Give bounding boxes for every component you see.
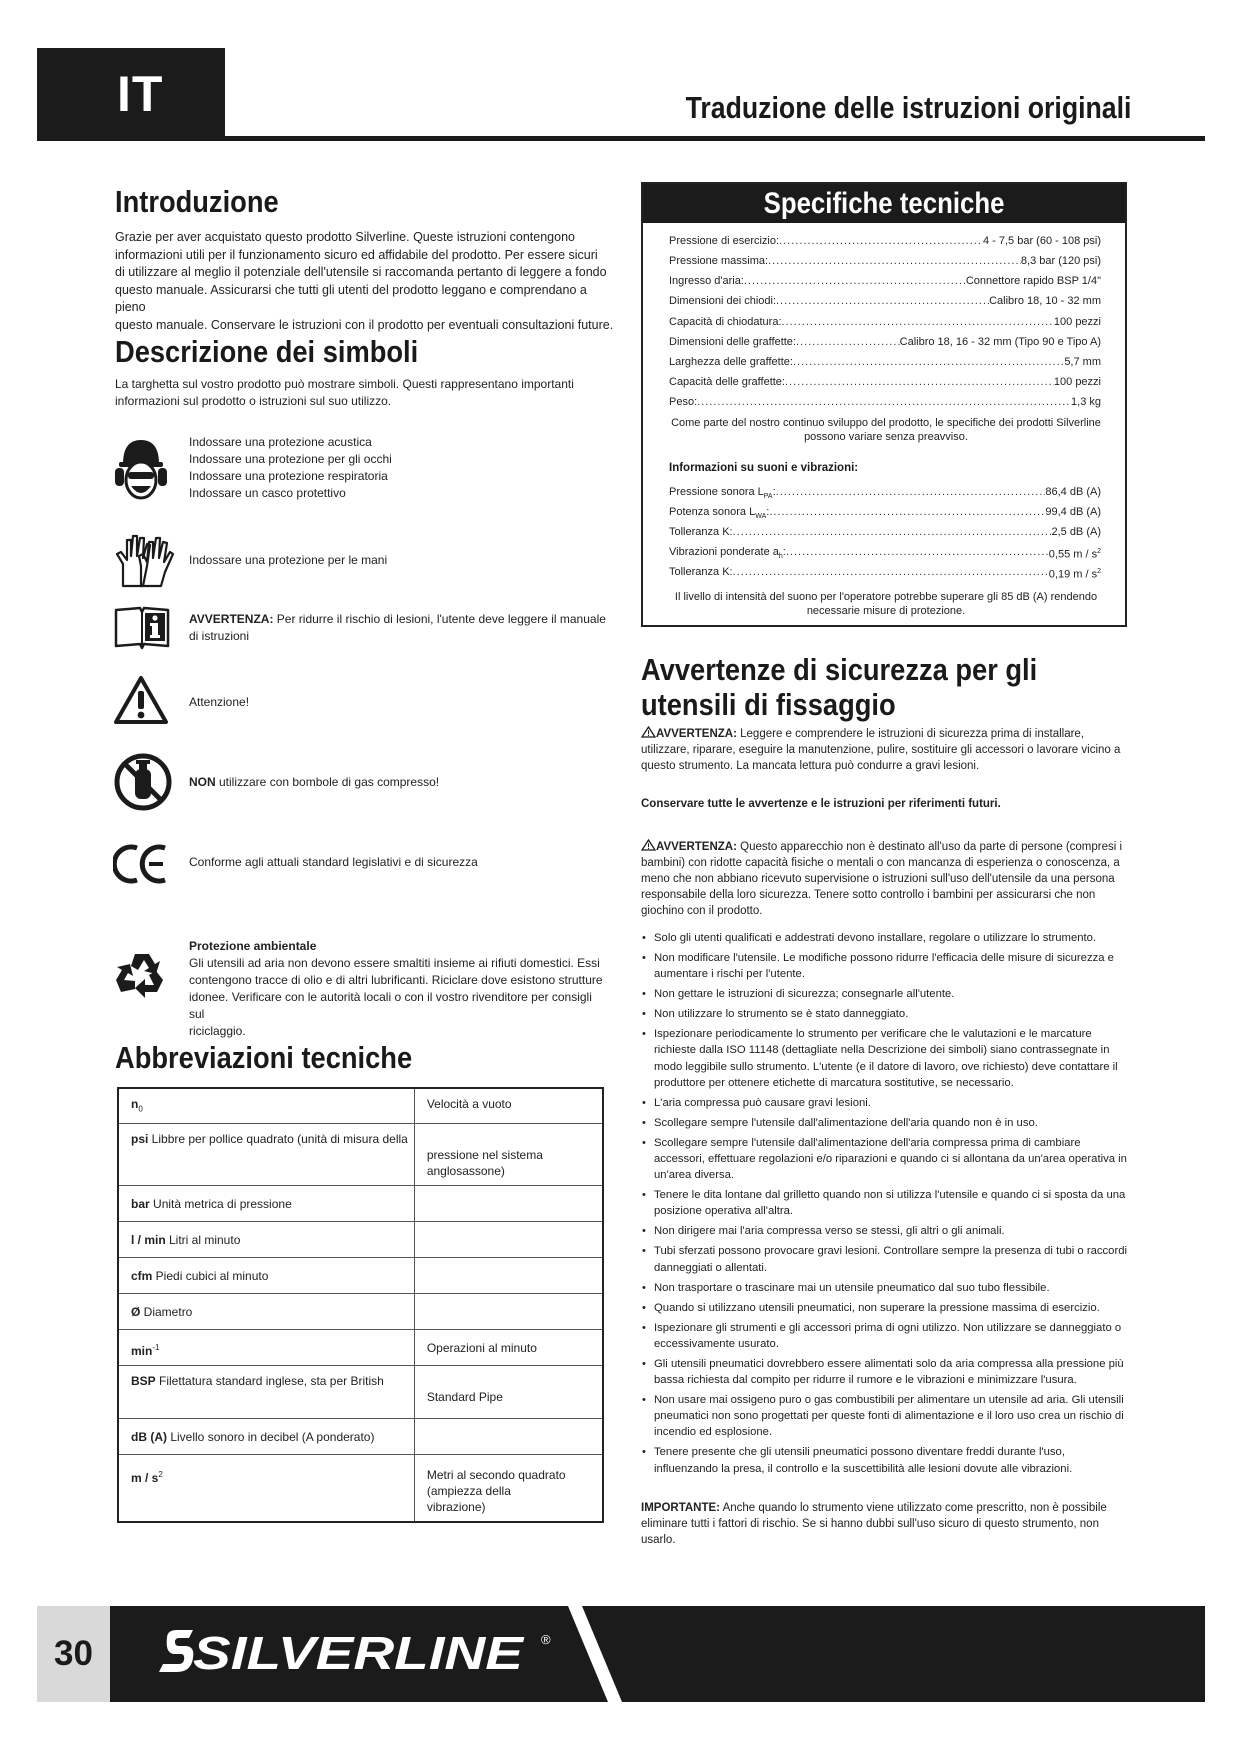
- gas-warning-label: NON: [189, 775, 216, 789]
- spec-row: [669, 254, 1101, 268]
- sound-label-sub: PA: [763, 493, 773, 501]
- list-item: • Non trasportare o trascinare mai un utensile pneumatico dal suo tubo flessibile.: [641, 1280, 1131, 1296]
- symbols-intro: [115, 376, 615, 410]
- sound-vibration-title: Informazioni su suoni e vibrazioni:: [669, 462, 859, 474]
- safety-title: [641, 652, 1134, 722]
- spec-row: [669, 274, 1101, 288]
- table-row: [118, 1186, 603, 1222]
- language-code: IT: [117, 66, 164, 122]
- table-row: [118, 1294, 603, 1330]
- intro-paragraph: [115, 229, 615, 334]
- symbol-row-environment: [113, 938, 603, 1038]
- page-header-title: Traduzione delle istruzioni originali: [685, 90, 1131, 125]
- abbr-term: Ø: [131, 1305, 141, 1320]
- list-item: • Ispezionare periodicamente lo strumento per verificare che le valutazioni e le marcature richieste dalla ISO 11148 (dettagliate nella Descrizione dei simboli) siano contrassegnate in modo leggibile sullo strumento. L'utente (e il datore di lavoro, ove richiesto) deve contattare il produttore per ottenere etichette di marcatura sostitutive, se necessario.: [641, 1026, 1131, 1091]
- important-label: IMPORTANTE:: [641, 1502, 721, 1514]
- symbols-title: Descrizione dei simboli: [115, 334, 419, 369]
- abbreviations-title: Abbreviazioni tecniche: [115, 1040, 413, 1075]
- abbr-sub: 0: [138, 1104, 143, 1114]
- sound-value: 0,19 m / s: [1048, 568, 1098, 581]
- sound-value-sup: 2: [1097, 548, 1101, 555]
- manual-warning-label: AVVERTENZA:: [189, 612, 274, 626]
- list-item: • Non usare mai ossigeno puro o gas combustibili per alimentare un utensile ad aria. Gli utensili pneumatici non sono progettati per queste fonti di alimentazione e il loro uso crea un rischio di incendio ed esplosione.: [641, 1392, 1131, 1441]
- list-item: • L'aria compressa può causare gravi lesioni.: [641, 1095, 1131, 1111]
- abbr-desc: Livello sonoro in decibel (A ponderato): [167, 1430, 375, 1445]
- safety-bullet-list: [641, 930, 1131, 1481]
- intro-line: informazioni utili per il funzionamento sicuro ed affidabile del prodotto. Per essere sicuri: [115, 247, 598, 262]
- abbr-meaning-2: vibrazione): [426, 1500, 486, 1515]
- keep-instructions-note: Conservare tutte le avvertenze e le istruzioni per riferimenti futuri.: [641, 798, 1001, 810]
- abbr-term: bar: [131, 1197, 150, 1212]
- environment-line: idonee. Verificare con le autorità locali o con il vostro rivenditore per consigli sul: [189, 990, 592, 1021]
- table-row: [118, 1419, 603, 1455]
- warning-triangle-icon: [641, 839, 656, 851]
- sound-label: Pressione sonora L: [669, 486, 764, 498]
- important-note: [641, 1500, 1126, 1548]
- important-text: Anche quando lo strumento viene utilizzato come prescritto, non è possibile eliminare tutti i fattori di rischio. Se si hanno dubbi sull'uso sicuro di questo strumento, non usarlo.: [641, 1502, 1107, 1546]
- abbr-term: m / s: [131, 1471, 159, 1486]
- spec-label: Dimensioni dei chiodi:: [669, 295, 776, 307]
- table-row: [118, 1124, 603, 1186]
- page-number: 30: [37, 1606, 110, 1702]
- abbr-meaning: Operazioni al minuto: [414, 1330, 603, 1366]
- spec-value: 100 pezzi: [1053, 316, 1101, 328]
- header-divider: [37, 136, 1205, 141]
- abbr-meaning: pressione nel sistema anglosassone): [414, 1124, 603, 1186]
- sound-label: Tolleranza K:: [669, 526, 733, 538]
- abbr-meaning: Velocità a vuoto: [414, 1088, 603, 1124]
- sound-value: 86,4 dB (A): [1045, 486, 1101, 498]
- warning-label: AVVERTENZA:: [656, 728, 737, 740]
- gloves-icon: [113, 532, 175, 590]
- sound-value: 2,5 dB (A): [1051, 526, 1101, 538]
- spec-row: [669, 395, 1101, 409]
- list-item: • Gli utensili pneumatici dovrebbero essere alimentati solo da aria compressa alla pressione più bassa richiesta dal compito per ridurre il rumore e le vibrazioni e minimizzare l'usura.: [641, 1356, 1131, 1388]
- abbr-desc: Libbre per pollice quadrato (unità di misura della: [148, 1132, 408, 1147]
- sound-label: Tolleranza K:: [669, 566, 733, 578]
- ppe-text: Indossare una protezione acustica: [189, 435, 372, 449]
- spec-label: Ingresso d'aria:: [669, 275, 744, 287]
- sound-row: [669, 505, 1101, 524]
- spec-label: Pressione massima:: [669, 255, 769, 267]
- sound-row: [669, 545, 1101, 564]
- spec-label: Capacità di chiodatura:: [669, 316, 782, 328]
- safety-warning-2: [641, 839, 1126, 919]
- specs-title: Specifiche tecniche: [763, 186, 1005, 220]
- symbol-row-ppe: [113, 430, 593, 508]
- symbol-row-ce: [113, 840, 593, 890]
- spec-label: Dimensioni delle graffette:: [669, 336, 796, 348]
- list-item: • Scollegare sempre l'utensile dall'alimentazione dell'aria quando non è in uso.: [641, 1115, 1131, 1131]
- list-item: • Tenere presente che gli utensili pneumatici possono diventare freddi durante l'uso, influenzando la presa, il controllo e la suscettibilità alle lesioni dovute alle vibrazioni.: [641, 1444, 1131, 1476]
- warning-text: Questo apparecchio non è destinato all'uso da parte di persone (compresi i bambini) con ridotte capacità fisiche o mentali o con mancanza di esperienza o conoscenza, a meno che non abbiano ricevuto supervisione o istruzioni sull'uso dell'utensile da una persona responsabile della loro sicurezza. Tenere sotto controllo i bambini per assicurarsi che non giochino con il prodotto.: [641, 841, 1123, 917]
- spec-label: Capacità delle graffette:: [669, 376, 785, 388]
- spec-value: 1,3 kg: [1071, 396, 1101, 408]
- spec-value: 4 - 7,5 bar (60 - 108 psi): [982, 235, 1101, 247]
- warning-label: AVVERTENZA:: [656, 841, 737, 853]
- sound-label-end: :: [782, 546, 786, 558]
- abbr-desc: Litri al minuto: [165, 1233, 241, 1248]
- silverline-logo: [153, 1618, 573, 1688]
- list-item: • Tenere le dita lontane dal grilletto quando non si utilizza l'utensile e quando ci si sposta da una posizione operativa all'altra.: [641, 1187, 1131, 1219]
- list-item: • Solo gli utenti qualificati e addestrati devono installare, regolare o utilizzare lo strumento.: [641, 930, 1131, 946]
- caution-text: Attenzione!: [189, 695, 250, 709]
- list-item: • Non utilizzare lo strumento se è stato danneggiato.: [641, 1006, 1131, 1022]
- sound-label-sub: WA: [755, 513, 767, 521]
- specs-title-bar: [643, 184, 1125, 223]
- ce-mark-icon: [113, 842, 173, 886]
- specs-note-line: Come parte del nostro continuo sviluppo del prodotto, le specifiche dei prodotti Silverline: [671, 417, 1101, 429]
- sound-note: [663, 590, 1109, 618]
- abbreviations-table: [117, 1087, 604, 1523]
- spec-value: 8,3 bar (120 psi): [1020, 255, 1101, 267]
- table-row: [118, 1455, 603, 1523]
- spec-row: [669, 335, 1101, 349]
- intro-line: di utilizzare al meglio il potenziale dell'utensile si raccomanda pertanto di leggere a fondo: [115, 265, 607, 279]
- spec-value: Calibro 18, 16 - 32 mm (Tipo 90 e Tipo A): [899, 336, 1101, 348]
- symbol-row-manual: [113, 602, 606, 652]
- warning-text: Leggere e comprendere le istruzioni di sicurezza prima di installare, utilizzare, riparare, eseguire la manutenzione, pulire, sostituire gli accessori o lavorare vicino a questo strumento. La mancata lettura può condurre a gravi lesioni.: [641, 728, 1121, 772]
- symbols-intro-line: La targhetta sul vostro prodotto può mostrare simboli. Questi rappresentano importanti: [115, 377, 574, 391]
- spec-row: [669, 375, 1101, 389]
- registered-mark: ®: [541, 1632, 551, 1647]
- environment-line: Gli utensili ad aria non devono essere smaltiti insieme ai rifiuti domestici. Essi: [189, 956, 600, 970]
- abbr-sup: -1: [152, 1343, 160, 1353]
- sound-value-sup: 2: [1097, 568, 1101, 575]
- spec-value: Connettore rapido BSP 1/4": [965, 275, 1101, 287]
- specs-box: [641, 182, 1127, 627]
- table-row: [118, 1330, 603, 1366]
- abbr-meaning: Metri al secondo quadrato (ampiezza della: [426, 1468, 566, 1499]
- sound-value: 99,4 dB (A): [1045, 506, 1101, 518]
- table-row: [118, 1366, 603, 1419]
- sound-label: Vibrazioni ponderate a: [669, 546, 779, 558]
- abbr-meaning: Standard Pipe: [414, 1366, 603, 1419]
- table-row: [118, 1258, 603, 1294]
- intro-line: questo manuale. Assicurarsi che tutti gli utenti del prodotto leggano e comprendano a pieno: [115, 282, 587, 314]
- gloves-text: Indossare una protezione per le mani: [189, 553, 388, 567]
- spec-value: Calibro 18, 10 - 32 mm: [989, 295, 1101, 307]
- symbol-row-gas: [113, 752, 593, 814]
- specs-note-line: possono variare senza preavviso.: [804, 431, 968, 443]
- list-item: • Tubi sferzati possono provocare gravi lesioni. Controllare sempre la presenza di tubi o raccordi danneggiati o allentati.: [641, 1243, 1131, 1275]
- list-item: • Non modificare l'utensile. Le modifiche possono ridurre l'efficacia delle misure di sicurezza e aumentare i rischi per l'utente.: [641, 950, 1131, 982]
- spec-value: 5,7 mm: [1064, 356, 1101, 368]
- intro-title: Introduzione: [115, 184, 279, 219]
- sound-note-line: necessarie misure di protezione.: [806, 605, 966, 617]
- spec-label: Larghezza delle graffette:: [669, 356, 793, 368]
- safety-title-line: Avvertenze di sicurezza per gli: [641, 652, 1038, 687]
- table-row: [118, 1088, 603, 1124]
- spec-row: [669, 355, 1101, 369]
- sound-label: Potenza sonora L: [669, 506, 756, 518]
- safety-warning-1: [641, 726, 1126, 774]
- manual-warning-text-2: di istruzioni: [189, 629, 250, 643]
- symbol-row-caution: [113, 672, 593, 728]
- intro-line: questo manuale. Conservare le istruzioni con il prodotto per eventuali consultazioni future.: [115, 317, 614, 332]
- spec-row: [669, 234, 1101, 248]
- ppe-text: Indossare una protezione respiratoria: [189, 469, 388, 483]
- caution-triangle-icon: [113, 674, 169, 726]
- abbr-term: psi: [131, 1132, 149, 1147]
- sound-value: 0,55 m / s: [1048, 548, 1098, 561]
- abbr-desc: Filettatura standard inglese, sta per British: [155, 1374, 384, 1389]
- gas-warning-text: utilizzare con bombole di gas compresso!: [215, 775, 440, 789]
- abbr-term: n: [131, 1097, 139, 1111]
- warning-triangle-icon: [641, 726, 656, 738]
- spec-row: [669, 294, 1101, 308]
- table-row: [118, 1222, 603, 1258]
- abbr-desc: Unità metrica di pressione: [149, 1197, 292, 1212]
- environment-line: contengono tracce di olio e di altri lubrificanti. Riciclare dove esistono strutture: [189, 973, 603, 987]
- sound-row: [669, 485, 1101, 504]
- language-tab: [37, 48, 225, 140]
- environment-line: riciclaggio.: [189, 1024, 246, 1038]
- brand-name: SILVERLINE: [193, 1627, 525, 1679]
- spec-value: 100 pezzi: [1053, 376, 1101, 388]
- sound-row: [669, 525, 1101, 539]
- spec-row: [669, 315, 1101, 329]
- abbr-term: cfm: [131, 1269, 153, 1284]
- list-item: • Non gettare le istruzioni di sicurezza; consegnarle all'utente.: [641, 986, 1131, 1002]
- sound-row: [669, 565, 1101, 582]
- read-manual-icon: [113, 604, 171, 650]
- ce-text: Conforme agli attuali standard legislativi e di sicurezza: [189, 855, 478, 869]
- sound-label-end: :: [766, 506, 770, 518]
- safety-title-line: utensili di fissaggio: [641, 687, 896, 722]
- abbr-term: dB (A): [131, 1430, 167, 1445]
- list-item: • Ispezionare gli strumenti e gli accessori prima di ogni utilizzo. Non utilizzare se danneggiato o eccessivamente usurato.: [641, 1320, 1131, 1352]
- abbr-desc: Piedi cubici al minuto: [152, 1269, 269, 1284]
- intro-line: Grazie per aver acquistato questo prodotto Silverline. Queste istruzioni contengono: [115, 230, 575, 244]
- list-item: • Scollegare sempre l'utensile dall'alimentazione dell'aria compressa prima di cambiare accessori, effettuare regolazioni e/o riparazioni e quando ci si allontana da un'area operativa in un'area diversa.: [641, 1135, 1131, 1184]
- environment-title: Protezione ambientale: [189, 939, 317, 953]
- abbr-term: min: [131, 1344, 153, 1359]
- specs-note: [663, 416, 1109, 444]
- symbols-intro-line: informazioni sul prodotto o istruzioni sul suo utilizzo.: [115, 394, 392, 408]
- no-gas-cylinder-icon: [113, 752, 173, 812]
- sound-label-end: :: [772, 486, 776, 498]
- list-item: • Non dirigere mai l'aria compressa verso se stessi, gli altri o gli animali.: [641, 1223, 1131, 1239]
- ppe-head-icon: [113, 434, 169, 504]
- abbr-desc: Diametro: [140, 1305, 193, 1320]
- manual-warning-text: Per ridurre il rischio di lesioni, l'utente deve leggere il manuale: [273, 612, 606, 626]
- sound-label-sub: h: [778, 553, 783, 561]
- ppe-text: Indossare un casco protettivo: [189, 486, 346, 500]
- list-item: • Quando si utilizzano utensili pneumatici, non superare la pressione massima di esercizio.: [641, 1300, 1131, 1316]
- abbr-term: BSP: [131, 1374, 156, 1389]
- spec-label: Pressione di esercizio:: [669, 235, 780, 247]
- symbol-row-gloves: [113, 532, 593, 592]
- spec-label: Peso:: [669, 396, 698, 408]
- sound-note-line: Il livello di intensità del suono per l'operatore potrebbe superare gli 85 dB (A) rendendo: [674, 591, 1098, 603]
- recycle-icon: [113, 948, 171, 1004]
- abbr-term: l / min: [131, 1233, 166, 1248]
- abbr-sup: 2: [158, 1470, 163, 1480]
- ppe-text: Indossare una protezione per gli occhi: [189, 452, 392, 466]
